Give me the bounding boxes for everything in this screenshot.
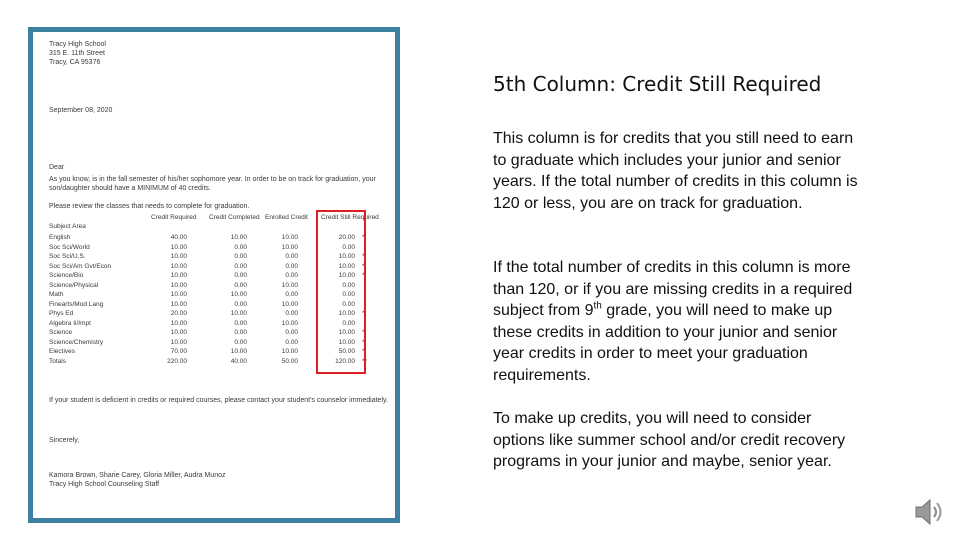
flag-cell: * <box>362 348 365 355</box>
para2-text-b: grade, you will need to make up these credits in addition to your junior and senior year credits in order to meet your graduation requirements. <box>493 302 838 384</box>
enrolled-credit-cell: 50.00 <box>281 357 298 365</box>
speaker-icon[interactable] <box>912 496 946 528</box>
credit-still-required-cell: 10.00 <box>338 262 355 270</box>
slide-title: 5th Column: Credit Still Required <box>493 72 822 96</box>
subject-cell: Science/Chemistry <box>49 338 104 346</box>
school-address: 315 E. 11th Street <box>49 50 105 57</box>
subject-cell: Soc Sci/World <box>49 243 90 251</box>
subject-cell: Soc Sci/Am Gvt/Econ <box>49 262 112 270</box>
subject-cell: Science/Bio <box>49 272 84 279</box>
credit-still-required-cell: 10.00 <box>338 329 355 336</box>
credit-completed-cell: 0.00 <box>234 253 247 260</box>
credit-still-required-cell: 0.00 <box>342 300 355 308</box>
enrolled-credit-cell: 0.00 <box>285 310 298 317</box>
enrolled-credit-cell: 10.00 <box>281 300 298 308</box>
credit-required-cell: 10.00 <box>170 329 187 336</box>
credit-completed-cell: 0.00 <box>234 329 247 336</box>
deficient-note: If your student is deficient in credits or required courses, please contact your student's counselor immediately. <box>49 397 388 404</box>
credit-completed-cell: 0.00 <box>234 281 247 289</box>
flag-cell: * <box>362 272 365 279</box>
enrolled-credit-cell: 10.00 <box>281 243 298 251</box>
enrolled-credit-cell: 0.00 <box>285 272 298 279</box>
credit-completed-cell: 0.00 <box>234 243 247 251</box>
para2-text-a: If the total number of credits in this column is more than 120, or if you are missing credits in a required subject from 9 <box>493 259 853 320</box>
paragraph-more-than-120 <box>493 257 865 387</box>
credit-still-required-highlight <box>316 210 379 374</box>
enrolled-credit-cell: 10.00 <box>281 234 298 241</box>
flag-cell: * <box>362 253 365 260</box>
credit-completed-cell: 0.00 <box>234 319 247 327</box>
credit-required-cell: 70.00 <box>170 348 187 355</box>
credit-still-required-cell: 120.00 <box>335 357 355 365</box>
signers-title: Tracy High School Counseling Staff <box>49 481 160 488</box>
credit-still-required-cell: 20.00 <box>338 234 355 241</box>
credit-required-cell: 10.00 <box>170 319 187 327</box>
letter-date: September 08, 2020 <box>49 107 113 114</box>
credit-required-cell: 220.00 <box>167 357 187 365</box>
enrolled-credit-cell: 0.00 <box>285 262 298 270</box>
credit-required-cell: 10.00 <box>170 253 187 260</box>
school-city: Tracy, CA 95376 <box>49 59 101 66</box>
credit-still-required-cell: 10.00 <box>338 253 355 260</box>
enrolled-credit-cell: 10.00 <box>281 281 298 289</box>
subject-cell: Phys Ed <box>49 310 74 317</box>
col-subject-area: Subject Area <box>49 223 86 230</box>
credit-still-required-cell: 0.00 <box>342 319 355 327</box>
credit-required-cell: 10.00 <box>170 281 187 289</box>
credit-completed-cell: 10.00 <box>230 348 247 355</box>
flag-cell: * <box>362 329 365 336</box>
enrolled-credit-cell: 0.00 <box>285 338 298 346</box>
credit-required-cell: 10.00 <box>170 272 187 279</box>
credit-still-required-cell: 10.00 <box>338 310 355 317</box>
credit-required-cell: 10.00 <box>170 291 187 298</box>
credit-completed-cell: 10.00 <box>230 291 247 298</box>
credit-required-cell: 10.00 <box>170 243 187 251</box>
credit-required-cell: 10.00 <box>170 338 187 346</box>
col-enrolled-credit: Enrolled Credit <box>265 214 308 221</box>
credit-still-required-cell: 10.00 <box>338 338 355 346</box>
credit-still-required-cell: 10.00 <box>338 272 355 279</box>
col-credit-required: Credit Required <box>151 214 197 221</box>
credit-completed-cell: 0.00 <box>234 338 247 346</box>
signers: Kamora Brown, Sharie Carey, Gloria Miller, Audra Munoz <box>49 472 226 479</box>
credit-completed-cell: 0.00 <box>234 262 247 270</box>
letter-header <box>49 40 389 67</box>
credit-completed-cell: 0.00 <box>234 272 247 279</box>
enrolled-credit-cell: 0.00 <box>285 291 298 298</box>
para2-superscript: th <box>593 300 602 312</box>
subject-cell: Science/Physical <box>49 281 99 289</box>
letter-signature <box>49 471 389 489</box>
letter-review: Please review the classes that needs to complete for graduation. <box>49 203 250 210</box>
col-credit-completed: Credit Completed <box>209 214 260 221</box>
credit-required-cell: 20.00 <box>170 310 187 317</box>
enrolled-credit-cell: 0.00 <box>285 329 298 336</box>
paragraph-make-up-credits: To make up credits, you will need to consider options like summer school and/or credit recovery programs in your junior and maybe, senior year. <box>493 410 846 471</box>
paragraph-column-meaning: This column is for credits that you still need to earn to graduate which includes your junior and senior years. If the total number of credits in this column is 120 or less, you are on track for graduation. <box>493 130 858 212</box>
subject-cell: Science <box>49 329 73 336</box>
flag-cell: * <box>362 310 365 317</box>
enrolled-credit-cell: 10.00 <box>281 319 298 327</box>
school-name: Tracy High School <box>49 41 106 48</box>
col-credit-still-required: Credit Still Required <box>321 214 379 221</box>
subject-cell: Totals <box>49 357 66 365</box>
subject-cell: Soc Sci/U.S. <box>49 253 86 260</box>
credit-completed-cell: 10.00 <box>230 310 247 317</box>
credit-still-required-cell: 0.00 <box>342 281 355 289</box>
flag-cell: * <box>362 262 365 270</box>
subject-cell: Finearts/Mod Lang <box>49 300 104 308</box>
credit-still-required-cell: 0.00 <box>342 243 355 251</box>
subject-cell: Electives <box>49 348 76 355</box>
credit-still-required-cell: 0.00 <box>342 291 355 298</box>
enrolled-credit-cell: 10.00 <box>281 348 298 355</box>
enrolled-credit-cell: 0.00 <box>285 253 298 260</box>
flag-cell: * <box>362 338 365 346</box>
letter-intro: As you know, is in the fall semester of his/her sophomore year. In order to be on track for graduation, your son/daughter should have a MINIMUM of 40 credits. <box>49 176 376 192</box>
flag-cell: * <box>362 234 365 241</box>
credit-still-required-cell: 50.00 <box>338 348 355 355</box>
subject-cell: Algebra Ii/Impt <box>49 319 91 327</box>
letter-greeting: Dear <box>49 164 65 171</box>
credit-required-cell: 40.00 <box>170 234 187 241</box>
letter-closing: Sincerely, <box>49 437 80 444</box>
credit-completed-cell: 10.00 <box>230 234 247 241</box>
credit-required-cell: 10.00 <box>170 262 187 270</box>
subject-cell: Math <box>49 291 64 298</box>
credit-completed-cell: 40.00 <box>230 357 247 365</box>
credit-completed-cell: 0.00 <box>234 300 247 308</box>
flag-cell: ** <box>362 357 368 365</box>
subject-cell: English <box>49 234 71 241</box>
credit-required-cell: 10.00 <box>170 300 187 308</box>
